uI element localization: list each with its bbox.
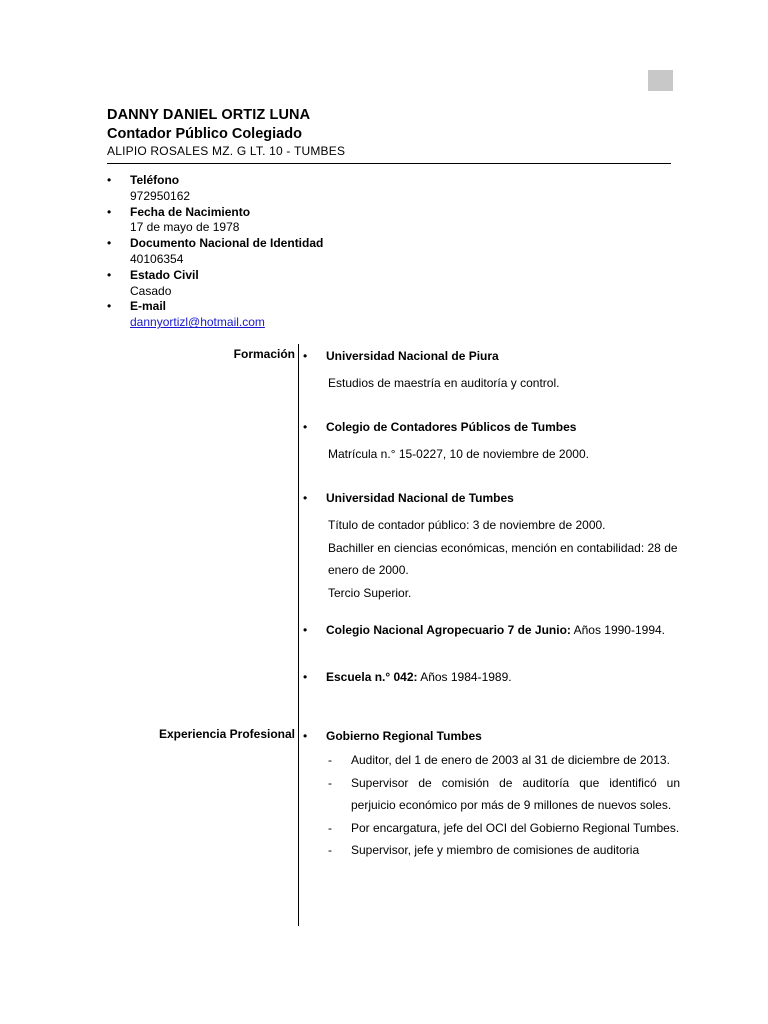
bullet-icon: • [303,491,308,505]
candidate-profession: Contador Público Colegiado [107,126,302,142]
candidate-name: DANNY DANIEL ORTIZ LUNA [107,107,311,123]
entry-line: Título de contador público: 3 de noviembre de 2000. [328,518,606,532]
contact-item-email [107,299,323,331]
entry-line: Matrícula n.° 15-0227, 10 de noviembre de 2000. [328,447,589,461]
contact-value: 17 de mayo de 1978 [130,220,240,235]
dash-icon: - [328,820,332,835]
contact-value: 40106354 [130,251,184,266]
dash-icon: - [328,843,332,857]
contact-label: Fecha de Nacimiento [130,204,251,219]
entry-description [303,514,680,604]
section-label-formacion: Formación [233,347,295,361]
entry-title: • Colegio de Contadores Públicos de Tumbes [303,420,577,434]
contact-label: Documento Nacional de Identidad [130,236,324,251]
cv-header [107,106,345,159]
contact-item-dni [107,236,323,268]
contact-value: Casado [130,283,172,298]
entry-title: • Escuela n.° 042: Años 1984-1989. [303,670,512,684]
list-item: - Supervisor de comisión de auditoría que identificó un perjuicio económico por más de 9 millones de nuevos soles. [303,772,680,817]
contact-item-civil-status [107,268,323,300]
bullet-icon: • [303,670,308,684]
photo-placeholder [648,70,673,91]
entry-title: • Colegio Nacional Agropecuario 7 de Junio: Años 1990-1994. [303,623,665,637]
entry-line: Bachiller en ciencias económicas, mención en contabilidad: 28 de enero de 2000. [328,540,678,577]
entry-title: • Universidad Nacional de Piura [303,349,499,363]
section-label-experiencia: Experiencia Profesional [158,727,295,741]
education-entry [303,490,680,604]
contact-label: E-mail [130,299,167,314]
list-item: - Por encargatura, jefe del OCI del Gobierno Regional Tumbes. [303,817,680,840]
education-entry [303,348,680,395]
contact-item-phone [107,173,323,205]
education-entry [303,622,680,638]
contact-list [107,173,323,331]
bullet-icon: • [303,349,308,363]
bullet-icon: • [107,267,112,282]
contact-label: Estado Civil [130,267,199,282]
email-link[interactable]: dannyortizl@hotmail.com [130,315,265,330]
education-entry [303,669,680,685]
contact-label: Teléfono [130,173,180,187]
header-divider [107,163,671,164]
list-item: - Auditor, del 1 de enero de 2003 al 31 de diciembre de 2013. [303,749,680,772]
experience-entry [303,728,680,862]
entry-line: Estudios de maestría en auditoría y control. [328,376,560,390]
experience-duties [303,749,680,862]
bullet-icon: • [107,236,112,251]
dash-icon: - [328,775,332,790]
bullet-icon: • [303,623,308,637]
entry-description [303,372,680,395]
bullet-icon: • [107,204,112,219]
section-divider-line [298,344,299,926]
contact-value: 972950162 [130,188,191,203]
education-entry [303,419,680,466]
bullet-icon: • [107,299,112,314]
dash-icon: - [328,753,332,767]
bullet-icon: • [303,729,308,743]
entry-title: • Gobierno Regional Tumbes [303,729,482,743]
candidate-address: ALIPIO ROSALES MZ. G LT. 10 - TUMBES [107,144,346,158]
entry-title: • Universidad Nacional de Tumbes [303,491,514,505]
entry-description [303,443,680,466]
bullet-icon: • [303,420,308,434]
list-item: - Supervisor, jefe y miembro de comisiones de auditoria [303,839,680,862]
entry-line: Tercio Superior. [328,585,412,600]
bullet-icon: • [107,173,112,187]
contact-item-birthdate [107,205,323,237]
